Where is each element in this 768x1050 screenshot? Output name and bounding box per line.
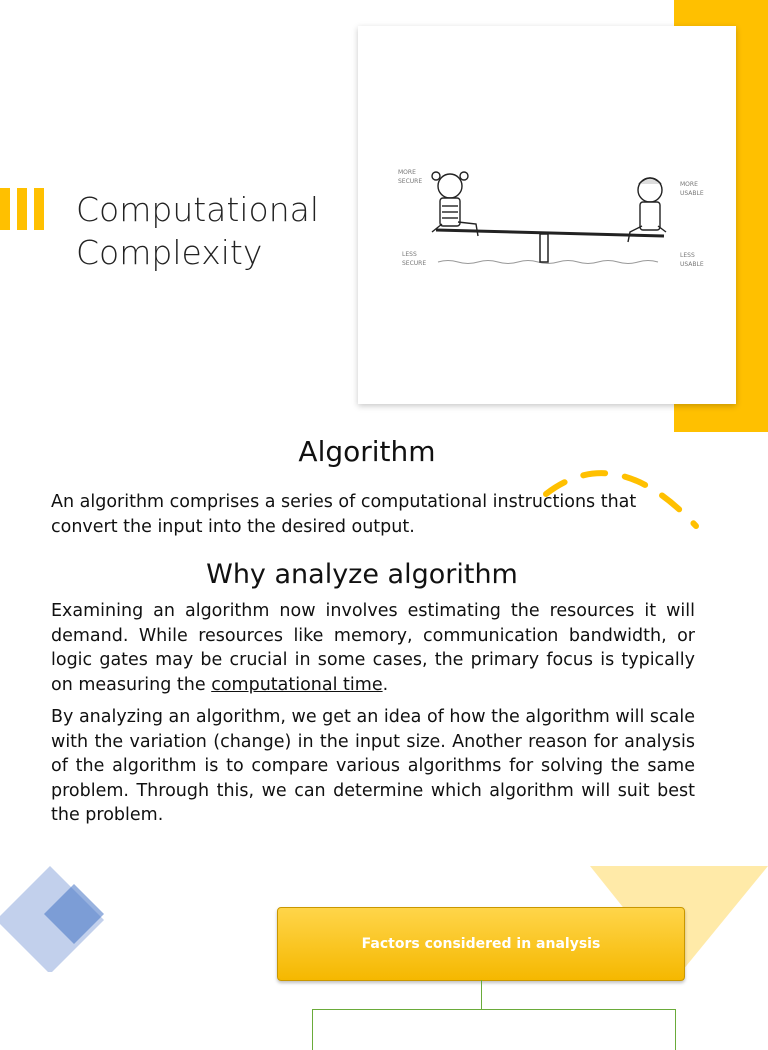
label-less-secure-1: LESS	[402, 251, 417, 258]
why-paragraph-1-end: .	[382, 674, 389, 695]
why-paragraph-1-text: Examining an algorithm now involves estimating the resources it will demand. While resources like memory, communication bandwidth, or logic gates may be crucial in some cases, the primary focus is typically on measuring the	[51, 601, 695, 695]
why-paragraph-1	[51, 599, 695, 697]
label-more-secure-1: MORE	[398, 169, 416, 176]
label-less-secure-2: SECURE	[402, 260, 427, 267]
page-title	[76, 188, 346, 274]
algorithm-definition: An algorithm comprises a series of computational instructions that convert the input into the desired output.	[51, 492, 637, 537]
seesaw-illustration	[358, 26, 736, 404]
factors-root-node[interactable]	[277, 907, 685, 981]
label-more-usable-2: USABLE	[680, 190, 704, 197]
title-line-1: Computational	[76, 190, 320, 229]
heading-algorithm: Algorithm	[298, 435, 436, 468]
blue-diamond-decoration	[0, 862, 110, 972]
diagram-connector	[481, 980, 482, 1010]
why-paragraph-2: By analyzing an algorithm, we get an idea of how the algorithm will scale with the variation (change) in the input size. Another reason for analysis of the algorithm is to compare various algorithms for solving the same problem. Through this, we can determine which algorithm will suit best the problem.	[51, 707, 695, 825]
diagram-child-node	[312, 1009, 676, 1050]
factors-root-label: Factors considered in analysis	[361, 936, 601, 952]
label-less-usable-1: LESS	[680, 252, 695, 259]
computational-time-link[interactable]: computational time	[211, 674, 383, 695]
label-more-usable-1: MORE	[680, 181, 698, 188]
title-line-2: Complexity	[76, 233, 263, 272]
label-less-usable-2: USABLE	[680, 261, 704, 268]
image-card	[358, 26, 736, 404]
heading-why-analyze: Why analyze algorithm	[206, 559, 518, 590]
label-more-secure-2: SECURE	[398, 178, 423, 185]
